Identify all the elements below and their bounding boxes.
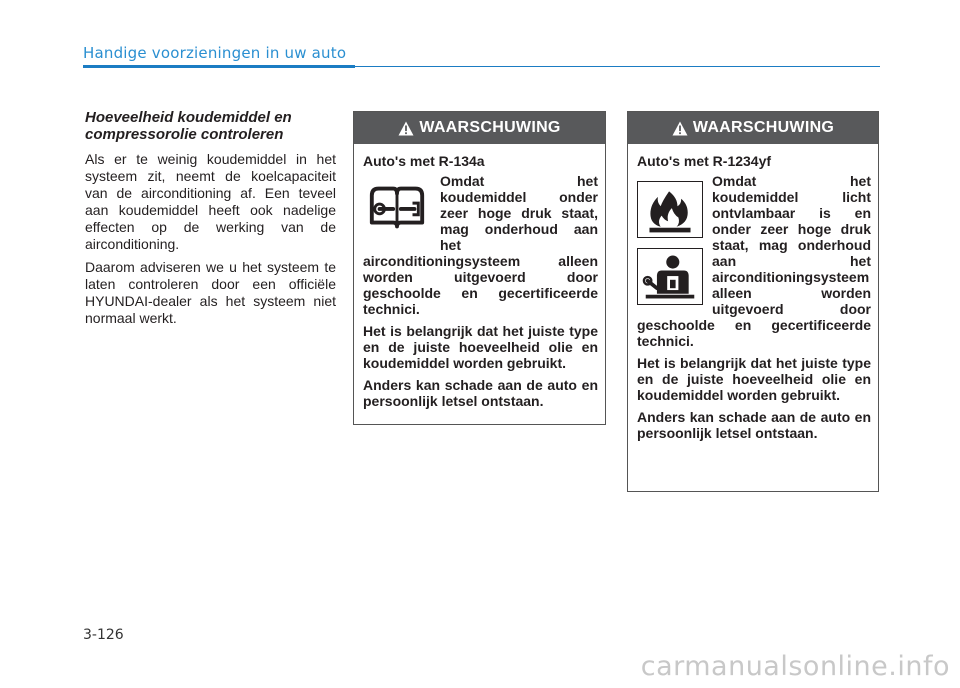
header-rule-thick bbox=[83, 65, 355, 68]
warning-subtitle: Auto's met R-134a bbox=[363, 153, 485, 169]
warning-paragraph: Het is belangrijk dat het juiste type en de juiste hoeveelheid olie en koudemiddel worden gebruikt. bbox=[637, 355, 871, 403]
warning-header bbox=[354, 112, 605, 144]
watermark: carmanualsonline.info bbox=[640, 651, 950, 682]
warning-body bbox=[354, 144, 605, 409]
body-paragraph: Daarom adviseren we u het systeem te laten controleren door een officiële HYUNDAI-dealer als het systeem niet normaal werkt. bbox=[85, 259, 336, 326]
service-manual-icon bbox=[363, 175, 431, 239]
page-number: 3-126 bbox=[83, 627, 124, 643]
warning-paragraph: Het is belangrijk dat het juiste type en de juiste hoeveelheid olie en koudemiddel worden gebruikt. bbox=[363, 323, 598, 371]
warning-triangle-icon bbox=[398, 121, 414, 136]
warning-paragraph: Omdat het koudemiddel licht ontvlambaar is en onder zeer hoge druk staat, mag onderhoud aan het airconditioningsysteem alleen worden uitgevoerd door geschoolde en gecertificeerde technici. bbox=[637, 173, 871, 349]
flammable-icon bbox=[637, 181, 703, 238]
section-heading: Hoeveelheid koudemiddel en compressorolie controleren bbox=[85, 109, 292, 143]
left-column bbox=[85, 109, 336, 333]
section-title: Handige voorzieningen in uw auto bbox=[83, 44, 347, 62]
body-paragraph: Als er te weinig koudemiddel in het systeem zit, neemt de koelcapaciteit van de airconditioning af. Een teveel aan koudemiddel heeft ook nadelige effecten op de werking van de airconditioning. bbox=[85, 151, 336, 252]
warning-box-r1234yf bbox=[627, 111, 879, 492]
warning-box-r134a bbox=[353, 111, 606, 425]
warning-subtitle: Auto's met R-1234yf bbox=[637, 153, 772, 169]
warning-title: WAARSCHUWING bbox=[692, 119, 835, 136]
warning-title: WAARSCHUWING bbox=[419, 119, 561, 136]
warning-body bbox=[628, 144, 878, 441]
warning-paragraph: Omdat het koudemiddel onder zeer hoge druk staat, mag onderhoud aan het airconditioningsysteem alleen worden uitgevoerd door geschoolde en gecertificeerde technici. bbox=[363, 173, 598, 317]
technician-icon bbox=[637, 248, 703, 305]
warning-triangle-icon bbox=[672, 121, 688, 136]
warning-header bbox=[628, 112, 878, 144]
warning-paragraph: Anders kan schade aan de auto en persoonlijk letsel ontstaan. bbox=[637, 409, 871, 441]
warning-icons bbox=[637, 181, 703, 305]
header-rule-thin bbox=[355, 66, 880, 67]
warning-paragraph: Anders kan schade aan de auto en persoonlijk letsel ontstaan. bbox=[363, 377, 598, 409]
